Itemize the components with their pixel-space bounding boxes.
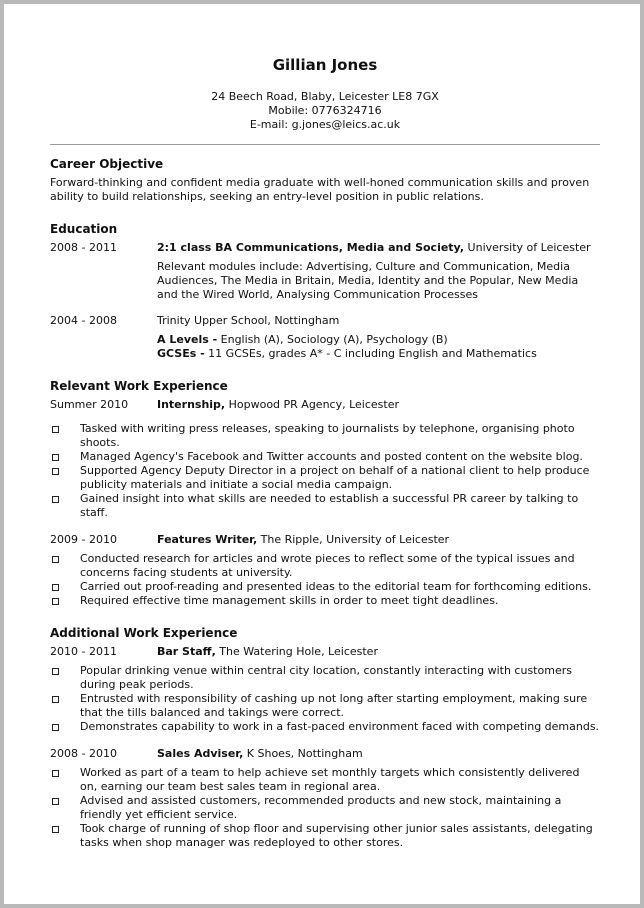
checkbox-bullet-icon	[52, 598, 59, 605]
checkbox-bullet-icon	[52, 826, 59, 833]
job-org: The Watering Hole, Leicester	[215, 645, 378, 658]
mobile: Mobile: 0776324716	[268, 104, 382, 117]
job-dates: 2009 - 2010	[50, 533, 117, 546]
checkbox-bullet-icon	[52, 696, 59, 703]
entry-dates: 2008 - 2011	[50, 241, 117, 254]
checkbox-bullet-icon	[52, 724, 59, 731]
section-title: Relevant Work Experience	[50, 379, 228, 393]
address: 24 Beech Road, Blaby, Leicester LE8 7GX	[211, 90, 439, 103]
bullet-item: Carried out proof-reading and presented ideas to the editorial team for forthcoming editions.	[50, 580, 600, 594]
qualifications	[157, 333, 600, 361]
job-heading	[50, 645, 600, 659]
job-dates: Summer 2010	[50, 398, 129, 411]
education-entry	[50, 241, 600, 255]
education-entry	[50, 314, 600, 328]
job-heading	[50, 398, 600, 412]
job-bullets	[50, 422, 600, 520]
modules-detail: Relevant modules include: Advertising, Culture and Communication, Media Audiences, The Media in Britain, Media, Identity and the Popular, New Media and the Wired World, Analysing Communication Processes	[157, 260, 579, 301]
bullet-item: Conducted research for articles and wrote pieces to reflect some of the typical issues and concerns facing students at university.	[50, 552, 600, 580]
bullet-item: Supported Agency Deputy Director in a project on behalf of a national client to help produce publicity materials and initiate a social media campaign.	[50, 464, 600, 492]
additional-work-section	[50, 626, 600, 850]
resume-page	[4, 4, 640, 904]
checkbox-bullet-icon	[52, 426, 59, 433]
job-role: Features Writer,	[157, 533, 258, 546]
section-title: Additional Work Experience	[50, 626, 238, 640]
gcses-detail: 11 GCSEs, grades A* - C including English and Mathematics	[204, 347, 537, 360]
email: E-mail: g.jones@leics.ac.uk	[249, 118, 401, 131]
job-heading	[50, 747, 600, 761]
job-role: Internship,	[157, 398, 226, 411]
job-role: Bar Staff,	[157, 645, 216, 658]
education-section	[50, 222, 600, 361]
institution: University of Leicester	[464, 241, 591, 254]
bullet-item: Required effective time management skills in order to meet tight deadlines.	[50, 594, 600, 608]
bullet-item: Entrusted with responsibility of cashing up not long after starting employment, making sure that the tills balanced and takings were correct.	[50, 692, 600, 720]
alevels-detail: English (A), Sociology (A), Psychology (B)	[217, 333, 448, 346]
job-heading	[50, 533, 600, 547]
section-title: Career Objective	[50, 157, 164, 171]
job-bullets	[50, 664, 600, 734]
job-bullets	[50, 552, 600, 608]
candidate-name: Gillian Jones	[272, 56, 378, 74]
job-org: Hopwood PR Agency, Leicester	[225, 398, 400, 411]
resume-content	[50, 56, 600, 868]
bullet-item: Gained insight into what skills are needed to establish a successful PR career by talking to staff.	[50, 492, 600, 520]
job-bullets	[50, 766, 600, 850]
contact-block	[50, 90, 600, 132]
job-dates: 2010 - 2011	[50, 645, 117, 658]
checkbox-bullet-icon	[52, 496, 59, 503]
job-dates: 2008 - 2010	[50, 747, 117, 760]
job-org: The Ripple, University of Leicester	[257, 533, 450, 546]
bullet-item: Demonstrates capability to work in a fast-paced environment faced with competing demands.	[50, 720, 600, 734]
alevels-label: A Levels -	[157, 333, 218, 346]
checkbox-bullet-icon	[52, 668, 59, 675]
entry-dates: 2004 - 2008	[50, 314, 117, 327]
degree: 2:1 class BA Communications, Media and Society,	[157, 241, 465, 254]
checkbox-bullet-icon	[52, 770, 59, 777]
bullet-item: Managed Agency's Facebook and Twitter accounts and posted content on the website blog.	[50, 450, 600, 464]
checkbox-bullet-icon	[52, 556, 59, 563]
career-objective-text: Forward-thinking and confident media graduate with well-honed communication skills and proven ability to build relationships, seeking an entry-level position in public relations.	[50, 176, 590, 203]
job-org: K Shoes, Nottingham	[243, 747, 363, 760]
section-title: Education	[50, 222, 118, 236]
bullet-item: Advised and assisted customers, recommended products and new stock, maintaining a friendly yet efficient service.	[50, 794, 600, 822]
bullet-item: Took charge of running of shop floor and supervising other junior sales assistants, delegating tasks when shop manager was redeployed to other stores.	[50, 822, 600, 850]
relevant-work-section	[50, 379, 600, 608]
gcses-label: GCSEs -	[157, 347, 205, 360]
career-objective-section	[50, 157, 600, 204]
job-role: Sales Adviser,	[157, 747, 244, 760]
school: Trinity Upper School, Nottingham	[157, 314, 340, 327]
checkbox-bullet-icon	[52, 454, 59, 461]
bullet-item: Popular drinking venue within central city location, constantly interacting with customers during peak periods.	[50, 664, 600, 692]
bullet-item: Tasked with writing press releases, speaking to journalists by telephone, organising photo shoots.	[50, 422, 600, 450]
checkbox-bullet-icon	[52, 798, 59, 805]
header-divider	[50, 144, 600, 145]
checkbox-bullet-icon	[52, 468, 59, 475]
checkbox-bullet-icon	[52, 584, 59, 591]
bullet-item: Worked as part of a team to help achieve set monthly targets which consistently delivered on, earning our team best sales team in regional area.	[50, 766, 600, 794]
